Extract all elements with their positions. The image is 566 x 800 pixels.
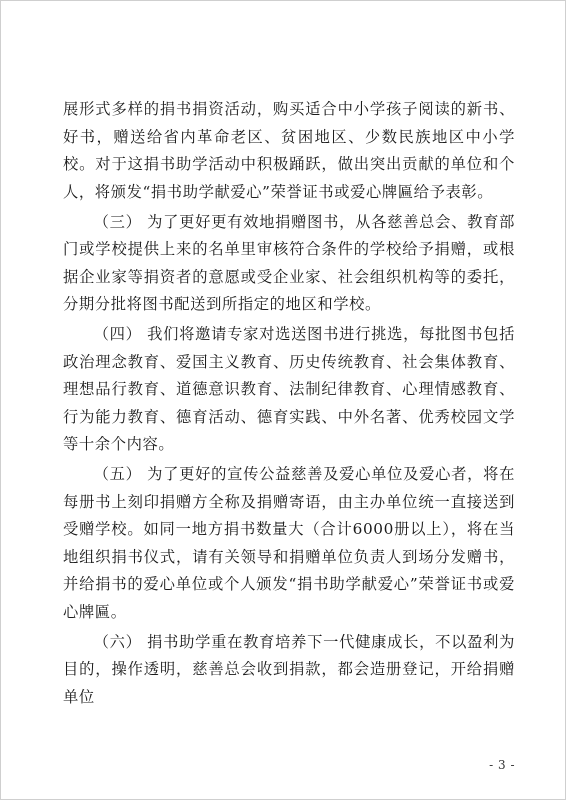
paragraph-continuation: 展形式多样的捐书捐资活动，购买适合中小学孩子阅读的新书、好书，赠送给省内革命老区、贫困地区、少数民族地区中小学校。对于这捐书助学活动中积极踊跃，做出突出贡献的单位和个人，将颁发“捐书助学献爱心”荣誉证书或爱心牌匾给予表彰。 bbox=[63, 100, 515, 201]
page-number: - 3 - bbox=[489, 758, 515, 772]
paragraph-section-3: （三） 为了更好更有效地捐赠图书，从各慈善总会、教育部门或学校提供上来的名单里审核符合条件的学校给予捐赠，或根据企业家等捐资者的意愿或受企业家、社会组织机构等的委托，分期分批将图书配送到所指定的地区和学校。 bbox=[63, 212, 515, 313]
paragraph-section-5: （五） 为了更好的宣传公益慈善及爱心单位及爱心者，将在每册书上刻印捐赠方全称及捐赠寄语，由主办单位统一直接送到受赠学校。如同一地方捐书数量大（合计6000册以上），将在当地组织捐书仪式，请有关领导和捐赠单位负责人到场分发赠书，并给捐书的爱心单位或个人颁发“捐书助学献爱心”荣誉证书或爱心牌匾。 bbox=[63, 465, 515, 621]
paragraph-section-6: （六） 捐书助学重在教育培养下一代健康成长，不以盈利为目的，操作透明，慈善总会收到捐款，都会造册登记，开给捐赠单位 bbox=[63, 632, 515, 706]
paragraph-section-4: （四） 我们将邀请专家对选送图书进行挑选，每批图书包括政治理念教育、爱国主义教育、历史传统教育、社会集体教育、理想品行教育、道德意识教育、法制纪律教育、心理情感教育、行为能力教育、德育活动、德育实践、中外名著、优秀校园文学等十余个内容。 bbox=[63, 325, 515, 453]
document-body bbox=[63, 96, 515, 714]
